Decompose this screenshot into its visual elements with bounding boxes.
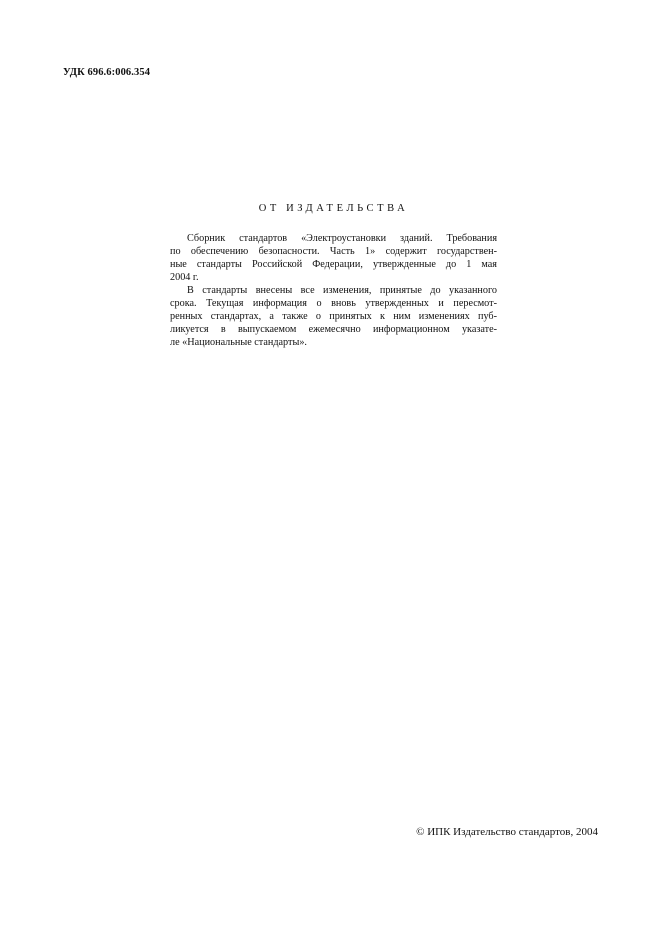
- text-line: ле «Национальные стандарты».: [170, 337, 307, 348]
- text-line: срока. Текущая информация о вновь утвержденных и пересмот-: [170, 298, 497, 309]
- paragraph-1: [170, 232, 497, 284]
- publisher-note: [170, 232, 497, 349]
- paragraph-2: [170, 284, 497, 349]
- text-line: 2004 г.: [170, 272, 199, 283]
- text-line: по обеспечению безопасности. Часть 1» содержит государствен-: [170, 246, 497, 257]
- text-line: Сборник стандартов «Электроустановки зданий. Требования: [187, 233, 497, 244]
- text-line: ные стандарты Российской Федерации, утвержденные до 1 мая: [170, 259, 497, 270]
- section-heading: ОТ ИЗДАТЕЛЬСТВА: [258, 203, 409, 214]
- udc-code: УДК 696.6:006.354: [63, 67, 151, 78]
- copyright-notice: © ИПК Издательство стандартов, 2004: [416, 826, 598, 838]
- text-line: В стандарты внесены все изменения, принятые до указанного: [187, 285, 497, 296]
- text-line: ликуется в выпускаемом ежемесячно информационном указате-: [170, 324, 497, 335]
- text-line: ренных стандартах, а также о принятых к ним изменениях пуб-: [170, 311, 497, 322]
